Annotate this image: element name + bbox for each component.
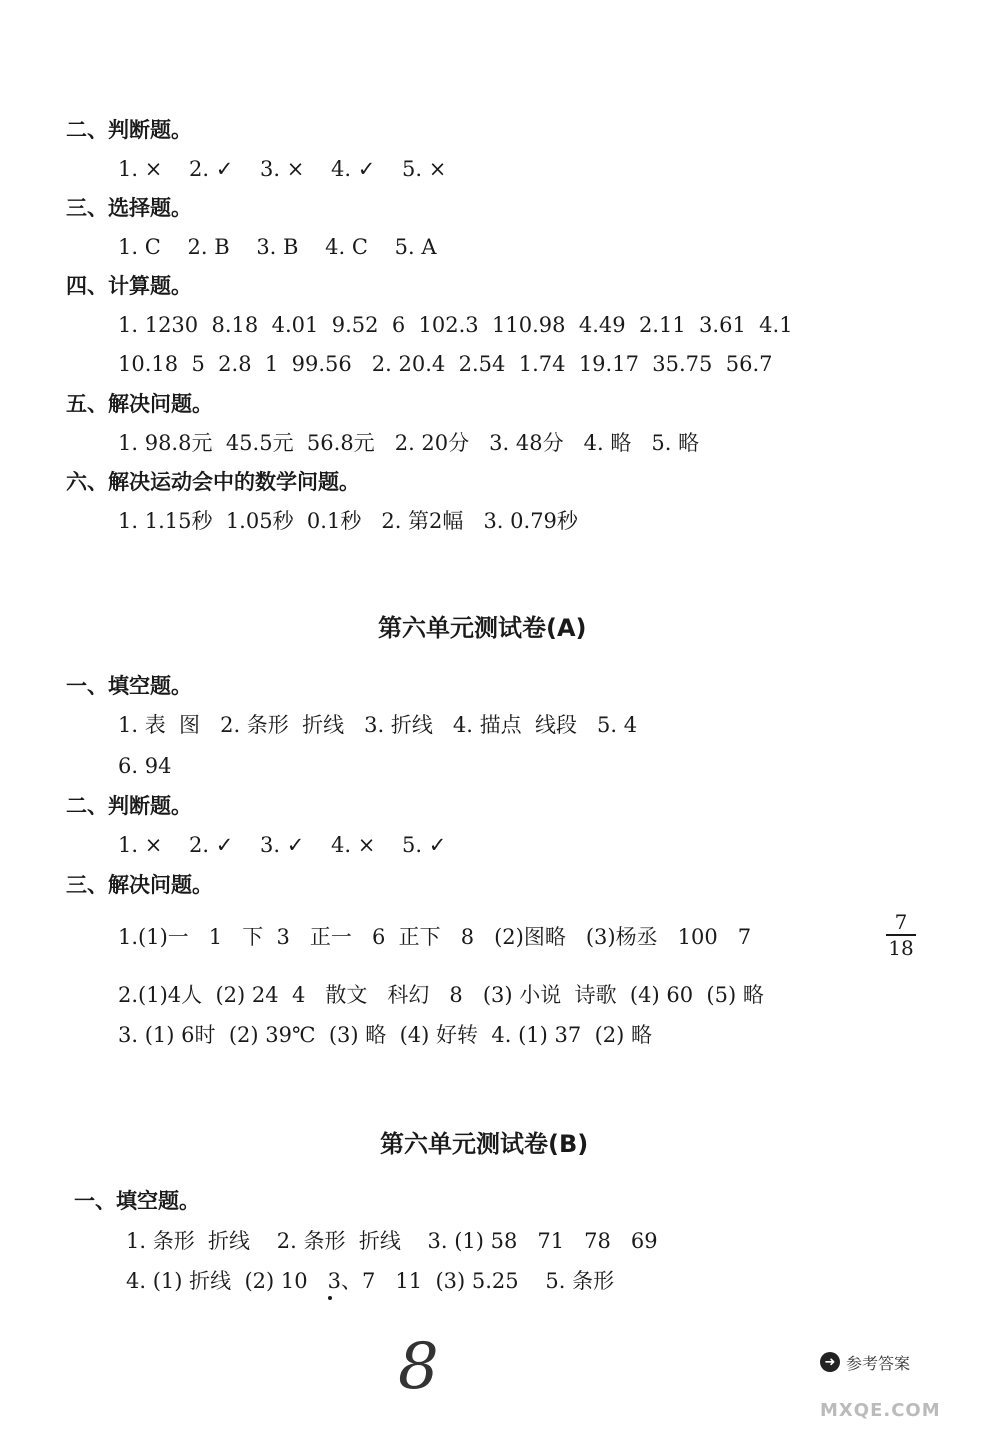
heading-calc: 四、计算题。 [66,274,192,298]
fill-a-line-2: 6. 94 [118,754,172,778]
heading-judge-a: 二、判断题。 [66,794,192,818]
arrow-circle-icon: ➜ [820,1352,840,1372]
sports-answers: 1. 1.15秒 1.05秒 0.1秒 2. 第2幅 3. 0.79秒 [118,509,578,533]
watermark: MXQE.COM [820,1400,941,1421]
judge-a-answers: 1. × 2. ✓ 3. ✓ 4. × 5. ✓ [118,833,447,857]
page-number: 8 [398,1330,439,1404]
calc-line-2: 10.18 5 2.8 1 99.56 2. 20.4 2.54 1.74 19.17 35.75 56.7 [118,352,773,376]
test-a-title: 第六单元测试卷(A) [378,614,587,642]
repeating-decimal-dot [328,1296,332,1300]
calc-line-1: 1. 1230 8.18 4.01 9.52 6 102.3 110.98 4.49 2.11 3.61 4.1 [118,313,793,337]
judge-answers-1: 1. × 2. ✓ 3. × 4. ✓ 5. × [118,157,447,181]
fraction-denominator: 18 [888,935,914,960]
test-b-title: 第六单元测试卷(B) [380,1130,589,1158]
heading-fill-a: 一、填空题。 [66,674,192,698]
heading-choice: 三、选择题。 [66,196,192,220]
fraction-numerator: 7 [894,910,908,934]
fill-b-line-1: 1. 条形 折线 2. 条形 折线 3. (1) 58 71 78 69 [126,1229,658,1253]
solve-a-line-2: 2.(1)4人 (2) 24 4 散文 科幻 8 (3) 小说 诗歌 (4) 60 (5) 略 [118,983,764,1007]
solve-a-line-3: 3. (1) 6时 (2) 39℃ (3) 略 (4) 好转 4. (1) 37 (2) 略 [118,1023,653,1047]
heading-solve: 五、解决问题。 [66,392,213,416]
solve-a-line-1: 1.(1)一 1 下 3 正一 6 正下 8 (2)图略 (3)杨丞 100 7 [118,925,752,949]
fill-a-line-1: 1. 表 图 2. 条形 折线 3. 折线 4. 描点 线段 5. 4 [118,713,638,737]
footer-label: 参考答案 [846,1353,911,1373]
heading-fill-b: 一、填空题。 [74,1189,200,1213]
fill-b-line-2: 4. (1) 折线 (2) 10 3、7 11 (3) 5.25 5. 条形 [126,1269,615,1293]
heading-solve-a: 三、解决问题。 [66,873,213,897]
solve-answers: 1. 98.8元 45.5元 56.8元 2. 20分 3. 48分 4. 略 5. 略 [118,431,700,455]
fraction-7-18 [886,911,916,959]
heading-judge-1: 二、判断题。 [66,118,192,142]
footer-label-group [820,1348,980,1376]
choice-answers: 1. C 2. B 3. B 4. C 5. A [118,235,437,259]
heading-sports: 六、解决运动会中的数学问题。 [66,470,360,494]
